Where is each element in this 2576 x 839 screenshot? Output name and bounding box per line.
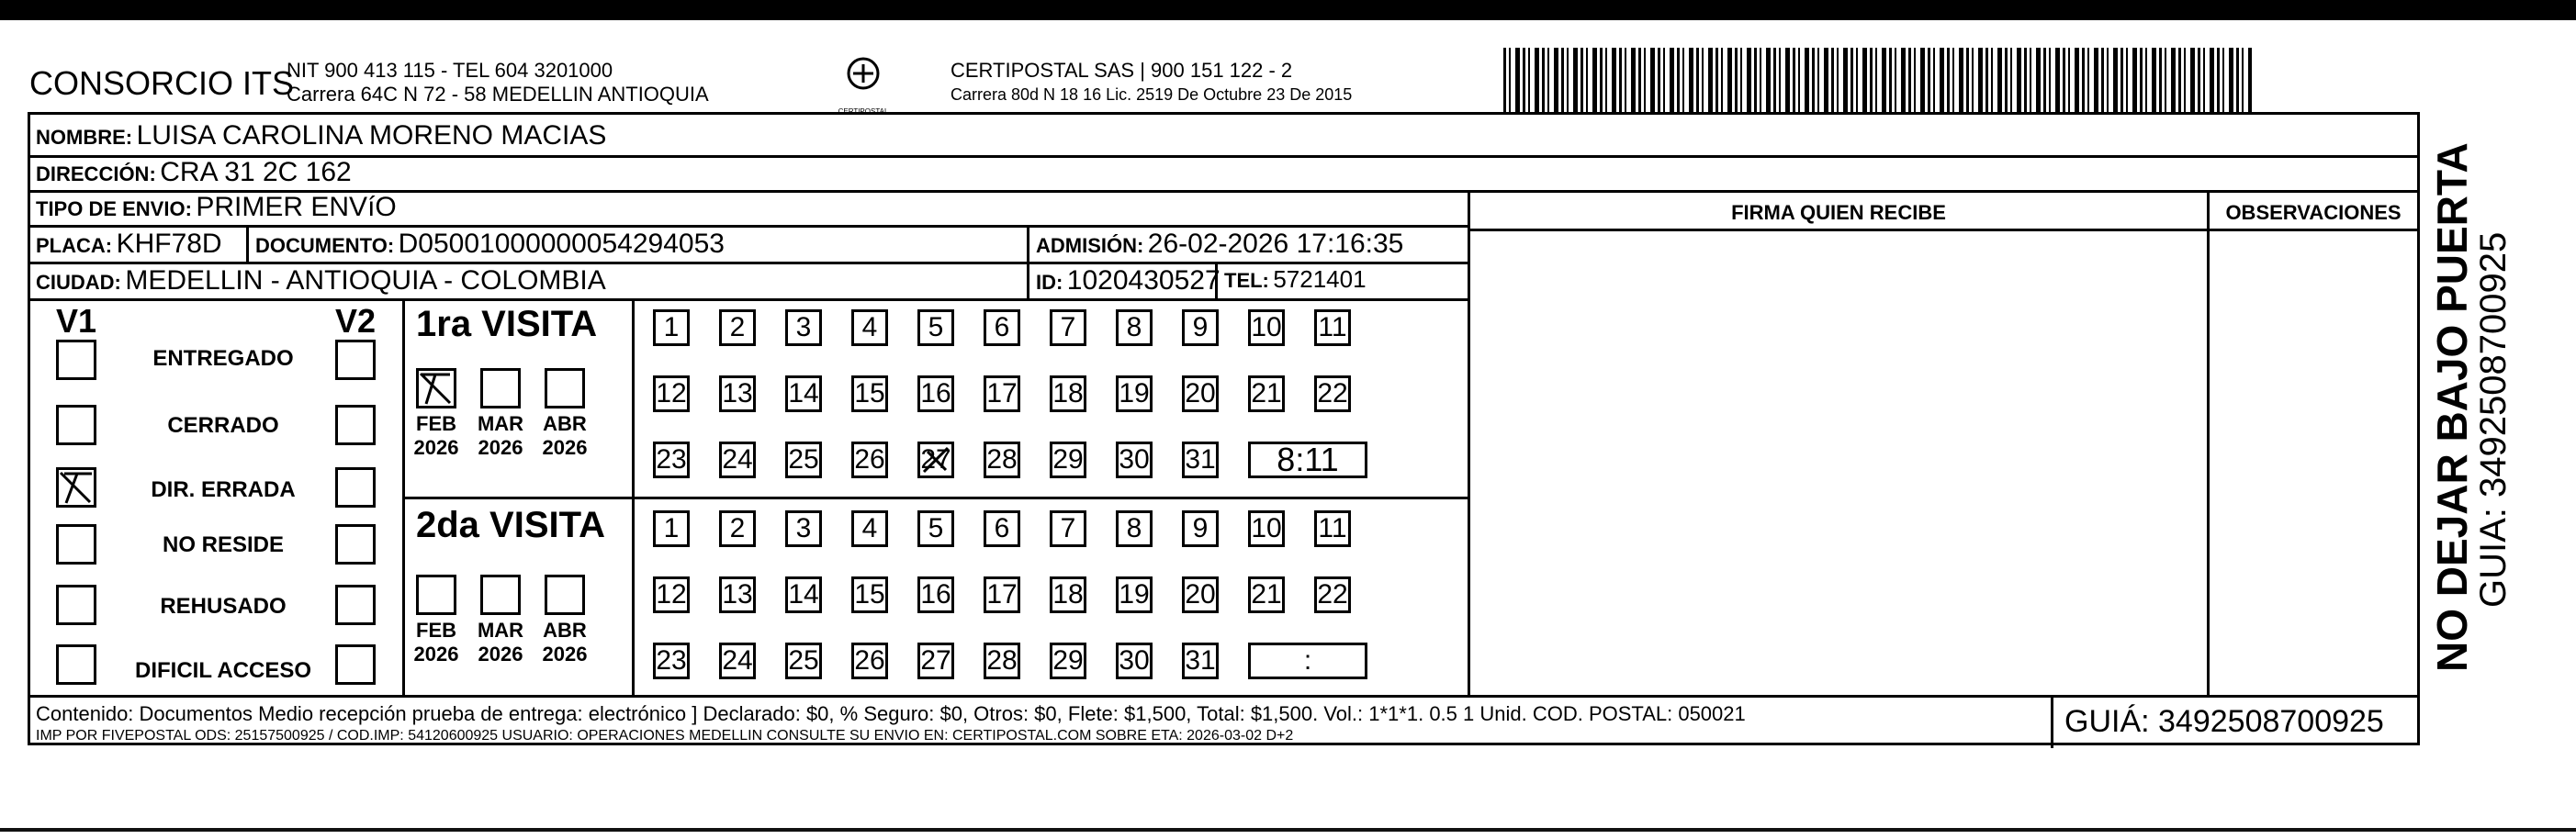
visit2-day-box[interactable]: 15 [851, 576, 888, 613]
visit1-day-box[interactable]: 18 [1050, 375, 1086, 412]
visit2-day-box[interactable]: 5 [917, 510, 954, 547]
visit1-time-box[interactable]: 8:11 [1248, 442, 1367, 478]
carrier-info [951, 59, 1352, 106]
footer-print-line: IMP POR FIVEPOSTAL ODS: 25157500925 / COD.IMP: 54120600925 USUARIO: OPERACIONES MEDELLIN CONSULTE SU ENVIO EN: CERTIPOSTAL.COM SOBRE ETA: 2026-03-02 D+2 [36, 728, 1294, 744]
month-year: 2026 [542, 643, 588, 666]
visit1-month-feb [409, 412, 464, 460]
visit1-month-abr [537, 412, 592, 460]
visit2-months [405, 499, 632, 695]
visit2-day-box[interactable]: 19 [1116, 576, 1153, 613]
visit2-day-box[interactable]: 28 [984, 643, 1020, 679]
v1-checkbox-dir-errada[interactable] [56, 467, 96, 508]
month-name: MAR [477, 619, 524, 642]
visit1-day-box[interactable]: 28 [984, 442, 1020, 478]
v1-checkbox-entregado[interactable] [56, 340, 96, 380]
admision-label: ADMISIÓN: [1036, 234, 1144, 257]
v1-label: V1 [56, 302, 97, 340]
visit2-day-box[interactable]: 12 [653, 576, 690, 613]
visit1-day-box[interactable]: 9 [1182, 309, 1219, 346]
company-nit: NIT 900 413 115 - TEL 604 3201000 [287, 59, 613, 82]
visit1-month-mar [473, 412, 528, 460]
month-name: ABR [543, 619, 587, 642]
visit1-day-box[interactable]: 29 [1050, 442, 1086, 478]
status-entregado: ENTREGADO [152, 346, 294, 371]
status-dificil-acceso: DIFICIL ACCESO [134, 658, 311, 683]
visit2-month-mar [473, 619, 528, 666]
status-cerrado: CERRADO [167, 413, 279, 438]
visit1-day-box[interactable]: 26 [851, 442, 888, 478]
v1-checkbox-dificil-acceso[interactable] [56, 644, 96, 685]
visit1-day-box[interactable]: 11 [1314, 309, 1351, 346]
handwritten-mark-icon [59, 470, 94, 505]
company-info [287, 59, 709, 106]
visit2-day-box[interactable]: 24 [719, 643, 756, 679]
tel-label: TEL: [1224, 269, 1269, 292]
visit2-month-feb-checkbox[interactable] [416, 575, 456, 615]
direccion-row [36, 157, 352, 188]
visit1-day-box[interactable]: 30 [1116, 442, 1153, 478]
visit2-day-box[interactable]: 27 [917, 643, 954, 679]
documento-row [255, 229, 725, 260]
visit1-day-box[interactable]: 10 [1248, 309, 1285, 346]
visit2-day-box[interactable]: 21 [1248, 576, 1285, 613]
observaciones-label: OBSERVACIONES [2225, 201, 2402, 224]
visit1-day-box[interactable]: 19 [1116, 375, 1153, 412]
placa-row [36, 229, 222, 260]
visit1-day-box[interactable]: 15 [851, 375, 888, 412]
v2-checkbox-cerrado[interactable] [335, 405, 376, 445]
side-guia: GUIA: 3492508700925 [2473, 231, 2514, 608]
tipo-label: TIPO DE ENVIO: [36, 197, 192, 220]
visit2-day-box[interactable]: 18 [1050, 576, 1086, 613]
logo-text: CERTIPOSTAL [838, 107, 889, 116]
visit1-day-box[interactable]: 13 [719, 375, 756, 412]
visit2-month-abr [537, 619, 592, 666]
visit1-day-box[interactable]: 16 [917, 375, 954, 412]
visit1-day-box[interactable]: 31 [1182, 442, 1219, 478]
visit1-day-box[interactable]: 22 [1314, 375, 1351, 412]
v1-checkbox-no-reside[interactable] [56, 524, 96, 565]
visit1-title: 1ra VISITA [416, 304, 598, 344]
month-name: MAR [477, 412, 524, 435]
visit1-months [405, 298, 632, 497]
visit2-day-box[interactable]: 8 [1116, 510, 1153, 547]
bottom-border [0, 828, 2576, 832]
status-no-reside: NO RESIDE [162, 532, 285, 557]
month-year: 2026 [542, 436, 588, 459]
visit1-month-abr-checkbox[interactable] [545, 368, 585, 408]
admision-value: 26-02-2026 17:16:35 [1147, 229, 1404, 259]
visit1-month-feb-checkbox[interactable] [416, 368, 456, 408]
visit1-day-box[interactable]: 6 [984, 309, 1020, 346]
visit2-day-box[interactable]: 22 [1314, 576, 1351, 613]
firma-label: FIRMA QUIEN RECIBE [1731, 201, 1946, 224]
footer-guia: GUIÁ: 3492508700925 [2064, 704, 2384, 739]
tel-row [1224, 265, 1367, 294]
documento-value: D05001000000054294053 [398, 229, 725, 259]
tel-value: 5721401 [1273, 265, 1367, 293]
visit2-day-box[interactable]: 26 [851, 643, 888, 679]
visit2-month-mar-checkbox[interactable] [480, 575, 521, 615]
v2-checkbox-entregado[interactable] [335, 340, 376, 380]
id-row [1036, 265, 1221, 296]
month-year: 2026 [413, 643, 459, 666]
visit1-day-box[interactable]: 5 [917, 309, 954, 346]
visit1-day-box[interactable]: 4 [851, 309, 888, 346]
placa-value: KHF78D [116, 229, 222, 259]
visit2-day-box[interactable]: 25 [785, 643, 822, 679]
visit2-day-box[interactable]: 9 [1182, 510, 1219, 547]
visit2-day-box[interactable]: 14 [785, 576, 822, 613]
top-border [0, 0, 2576, 20]
v1-checkbox-rehusado[interactable] [56, 585, 96, 625]
month-year: 2026 [478, 643, 523, 666]
id-value: 1020430527 [1066, 265, 1221, 296]
visit2-day-box[interactable]: 13 [719, 576, 756, 613]
visit2-day-box[interactable]: 31 [1182, 643, 1219, 679]
admision-row [1036, 229, 1403, 260]
company-name: CONSORCIO ITS [29, 64, 295, 102]
v2-checkbox-no-reside[interactable] [335, 524, 376, 565]
visit1-month-mar-checkbox[interactable] [480, 368, 521, 408]
visit2-day-box[interactable]: 20 [1182, 576, 1219, 613]
visit2-day-box[interactable]: 30 [1116, 643, 1153, 679]
visit1-day-box[interactable]: 17 [984, 375, 1020, 412]
visit1-day-box[interactable]: 21 [1248, 375, 1285, 412]
carrier-logo [831, 53, 895, 116]
nombre-row [36, 120, 606, 151]
company-address: Carrera 64C N 72 - 58 MEDELLIN ANTIOQUIA [287, 83, 709, 106]
visit1-day-box[interactable]: 23 [653, 442, 690, 478]
visit1-day-box[interactable]: 7 [1050, 309, 1086, 346]
footer-content-line: Contenido: Documentos Medio recepción prueba de entrega: electrónico ] Declarado: $0, % Seguro: $0, Otros: $0, Flete: $1,500, Total: $1,500. Vol.: 1*1*1. 0.5 1 Unid. COD. POSTAL: 050021 [36, 702, 1746, 725]
visit2-month-feb [409, 619, 464, 666]
visit2-day-box[interactable]: 4 [851, 510, 888, 547]
id-label: ID: [1036, 271, 1063, 294]
v2-checkbox-dificil-acceso[interactable] [335, 644, 376, 685]
side-notice: NO DEJAR BAJO PUERTA [2428, 142, 2476, 672]
visit1-day-box[interactable]: 12 [653, 375, 690, 412]
visit1-day-grid [635, 298, 1468, 497]
ciudad-row [36, 265, 606, 296]
visit1-day-box[interactable]: 2 [719, 309, 756, 346]
visit2-day-box[interactable]: 2 [719, 510, 756, 547]
barcode [1503, 48, 2252, 112]
delivery-form [28, 112, 2420, 745]
month-name: ABR [543, 412, 587, 435]
handwritten-mark-icon [920, 444, 951, 475]
ciudad-label: CIUDAD: [36, 271, 121, 294]
v2-label: V2 [335, 302, 377, 340]
ciudad-value: MEDELLIN - ANTIOQUIA - COLOMBIA [125, 265, 606, 296]
month-year: 2026 [413, 436, 459, 459]
visit1-day-box[interactable]: 8 [1116, 309, 1153, 346]
visit1-day-box[interactable]: 25 [785, 442, 822, 478]
tipo-value: PRIMER ENVíO [196, 192, 397, 222]
visit2-day-box[interactable]: 11 [1314, 510, 1351, 547]
placa-label: PLACA: [36, 234, 113, 257]
visit2-month-abr-checkbox[interactable] [545, 575, 585, 615]
status-dir-errada: DIR. ERRADA [151, 477, 296, 502]
nombre-label: NOMBRE: [36, 126, 133, 149]
nombre-value: LUISA CAROLINA MORENO MACIAS [136, 120, 607, 151]
direccion-value: CRA 31 2C 162 [160, 157, 352, 187]
visit2-day-box[interactable]: 17 [984, 576, 1020, 613]
visit2-day-box[interactable]: 6 [984, 510, 1020, 547]
visit1-day-box[interactable]: 20 [1182, 375, 1219, 412]
visit2-title: 2da VISITA [416, 505, 605, 545]
month-name: FEB [416, 412, 456, 435]
handwritten-mark-icon [419, 371, 454, 406]
visit2-day-box[interactable]: 1 [653, 510, 690, 547]
visit2-day-box[interactable]: 3 [785, 510, 822, 547]
direccion-label: DIRECCIÓN: [36, 162, 156, 185]
visit2-day-grid [635, 499, 1468, 695]
visit2-day-box[interactable]: 29 [1050, 643, 1086, 679]
status-section [30, 298, 402, 695]
visit2-day-box[interactable]: 23 [653, 643, 690, 679]
visit1-day-box[interactable]: 27 [917, 442, 954, 478]
visit1-day-box[interactable]: 24 [719, 442, 756, 478]
v1-checkbox-cerrado[interactable] [56, 405, 96, 445]
visit1-day-box[interactable]: 14 [785, 375, 822, 412]
visit2-time-box[interactable]: : [1248, 643, 1367, 679]
month-name: FEB [416, 619, 456, 642]
tipo-row [36, 192, 397, 223]
visit1-day-box[interactable]: 1 [653, 309, 690, 346]
carrier-nit: CERTIPOSTAL SAS | 900 151 122 - 2 [951, 59, 1293, 82]
status-rehusado: REHUSADO [160, 594, 287, 619]
visit2-day-box[interactable]: 10 [1248, 510, 1285, 547]
visit2-day-box[interactable]: 7 [1050, 510, 1086, 547]
documento-label: DOCUMENTO: [255, 234, 395, 257]
month-year: 2026 [478, 436, 523, 459]
visit2-day-box[interactable]: 16 [917, 576, 954, 613]
v2-checkbox-rehusado[interactable] [335, 585, 376, 625]
v2-checkbox-dir-errada[interactable] [335, 467, 376, 508]
visit1-day-box[interactable]: 3 [785, 309, 822, 346]
carrier-license: Carrera 80d N 18 16 Lic. 2519 De Octubre 23 De 2015 [951, 85, 1353, 104]
